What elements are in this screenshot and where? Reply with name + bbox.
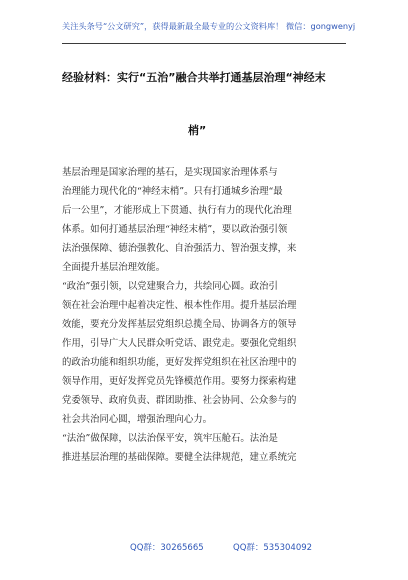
- text-line: 党委领导、政府负责、群团助推、社会协同、公众参与的: [62, 395, 297, 406]
- text-line: 基层治理是国家治理的基石，是实现国家治理体系与: [62, 167, 278, 178]
- text-line: 后一公里”，才能形成上下贯通、执行有力的现代化治理: [62, 205, 292, 216]
- header-divider: [62, 43, 346, 44]
- text-line: “法治”做保障，以法治保平安，筑牢压舱石。法治是: [62, 433, 278, 444]
- text-line: 体系。如何打通基层治理“神经末梢”，要以政治强引领: [62, 224, 288, 235]
- text-line: 法治强保障、德治强教化、自治强活力、智治强支撑，来: [62, 243, 297, 254]
- text-line: 治理能力现代化的“神经末梢”。只有打通城乡治理“最: [62, 186, 283, 197]
- text-line: 效能，要充分发挥基层党组织总揽全局、协调各方的领导: [62, 319, 297, 330]
- header-banner: 关注头条号“公文研究”，获得最新最全最专业的公文资料库！ 微信：gongwenyj: [62, 21, 356, 31]
- text-line: 领导作用，更好发挥党员先锋模范作用。要努力探索构建: [62, 376, 297, 387]
- qq-group-1: QQ群：30265665: [130, 543, 204, 553]
- text-line: 社会共治同心圆，增强治理向心力。: [62, 414, 213, 425]
- qq-group-2: QQ群：535304092: [233, 543, 313, 553]
- footer-contact: [0, 541, 408, 553]
- text-line: 领在社会治理中起着决定性、根本性作用。提升基层治理: [62, 300, 297, 311]
- text-line: 全面提升基层治理效能。: [62, 262, 166, 273]
- text-line: “政治”强引领，以党建聚合力，共绘同心圆。政治引: [62, 281, 278, 292]
- text-line: 推进基层治理的基础保障。要健全法律规范，建立系统完: [62, 452, 297, 463]
- document-title-line-2: 梢”: [188, 124, 207, 137]
- paragraph-political: [62, 277, 352, 429]
- text-line: 的政治功能和组织功能，更好发挥党组织在社区治理中的: [62, 357, 297, 368]
- document-title-line-1: 经验材料：实行“五治”融合共举打通基层治理“神经末: [62, 71, 326, 84]
- paragraph-intro: [62, 163, 352, 277]
- paragraph-legal: [62, 429, 352, 467]
- text-line: 作用，引导广大人民群众听党话、跟党走。要强化党组织: [62, 338, 297, 349]
